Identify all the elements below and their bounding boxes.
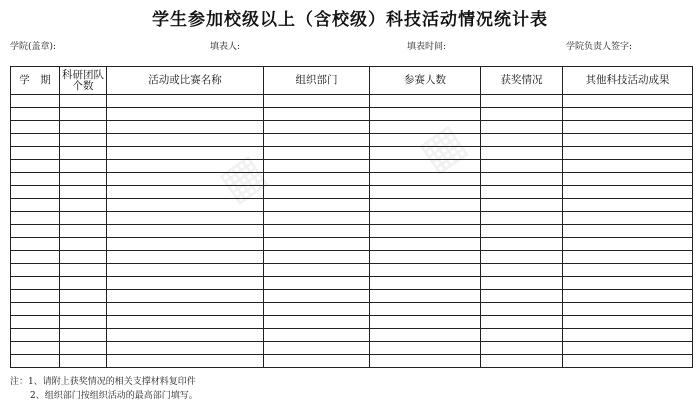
header-other-results: 其他科技活动成果	[563, 67, 693, 95]
table-cell[interactable]	[481, 342, 563, 355]
table-cell[interactable]	[264, 108, 370, 121]
table-cell[interactable]	[481, 251, 563, 264]
table-cell[interactable]	[107, 134, 264, 147]
table-row	[11, 290, 693, 303]
table-cell[interactable]	[481, 134, 563, 147]
table-cell[interactable]	[481, 199, 563, 212]
college-seal-label: 学院(盖章):	[10, 42, 57, 52]
table-cell[interactable]	[264, 199, 370, 212]
table-cell[interactable]	[264, 95, 370, 108]
table-cell[interactable]	[481, 186, 563, 199]
table-cell[interactable]	[107, 277, 264, 290]
table-cell[interactable]	[107, 290, 264, 303]
table-header-row	[11, 67, 693, 95]
table-cell[interactable]	[563, 264, 693, 277]
header-semester: 学 期	[11, 67, 60, 95]
table-row	[11, 329, 693, 342]
table-cell[interactable]	[481, 160, 563, 173]
table-cell[interactable]	[264, 121, 370, 134]
table-cell[interactable]	[370, 108, 481, 121]
table-cell[interactable]	[107, 264, 264, 277]
table-row	[11, 134, 693, 147]
table-cell[interactable]	[11, 160, 60, 173]
table-cell[interactable]	[481, 212, 563, 225]
table-row	[11, 264, 693, 277]
table-cell[interactable]	[563, 303, 693, 316]
table-cell[interactable]	[370, 342, 481, 355]
table-cell[interactable]	[370, 212, 481, 225]
table-cell[interactable]	[370, 147, 481, 160]
table-cell[interactable]	[264, 251, 370, 264]
table-cell[interactable]	[563, 342, 693, 355]
header-participants: 参赛人数	[370, 67, 481, 95]
table-cell[interactable]	[11, 199, 60, 212]
table-cell[interactable]	[481, 329, 563, 342]
table-cell[interactable]	[370, 355, 481, 368]
table-cell[interactable]	[107, 121, 264, 134]
table-cell[interactable]	[107, 329, 264, 342]
table-cell[interactable]	[60, 134, 107, 147]
table-cell[interactable]	[264, 277, 370, 290]
table-row	[11, 251, 693, 264]
table-body	[11, 95, 693, 368]
table-cell[interactable]	[107, 316, 264, 329]
table-cell[interactable]	[60, 212, 107, 225]
table-cell[interactable]	[481, 121, 563, 134]
table-cell[interactable]	[107, 355, 264, 368]
table-cell[interactable]	[107, 238, 264, 251]
table-row	[11, 212, 693, 225]
table-cell[interactable]	[563, 121, 693, 134]
table-cell[interactable]	[11, 251, 60, 264]
watermark-graphic: ▦	[208, 142, 276, 212]
table-cell[interactable]	[370, 316, 481, 329]
table-cell[interactable]	[107, 212, 264, 225]
header-activity-name: 活动或比赛名称	[107, 67, 264, 95]
table-cell[interactable]	[11, 316, 60, 329]
table-cell[interactable]	[481, 290, 563, 303]
table-cell[interactable]	[264, 160, 370, 173]
table-cell[interactable]	[60, 251, 107, 264]
table-cell[interactable]	[481, 316, 563, 329]
table-cell[interactable]	[481, 238, 563, 251]
table-cell[interactable]	[563, 329, 693, 342]
table-cell[interactable]	[370, 199, 481, 212]
table-cell[interactable]	[370, 329, 481, 342]
table-cell[interactable]	[11, 277, 60, 290]
table-cell[interactable]	[264, 329, 370, 342]
table-cell[interactable]	[370, 160, 481, 173]
table-cell[interactable]	[563, 225, 693, 238]
table-cell[interactable]	[563, 95, 693, 108]
table-cell[interactable]	[481, 147, 563, 160]
table-cell[interactable]	[563, 277, 693, 290]
table-cell[interactable]	[60, 173, 107, 186]
table-cell[interactable]	[11, 173, 60, 186]
table-cell[interactable]	[107, 342, 264, 355]
table-cell[interactable]	[563, 108, 693, 121]
page-title: 学生参加校级以上（含校级）科技活动情况统计表	[152, 10, 548, 30]
table-cell[interactable]	[107, 251, 264, 264]
table-cell[interactable]	[11, 225, 60, 238]
table-cell[interactable]	[11, 290, 60, 303]
table-cell[interactable]	[563, 238, 693, 251]
table-cell[interactable]	[481, 264, 563, 277]
table-cell[interactable]	[563, 290, 693, 303]
table-cell[interactable]	[60, 316, 107, 329]
table-cell[interactable]	[264, 290, 370, 303]
table-cell[interactable]	[11, 264, 60, 277]
table-cell[interactable]	[264, 225, 370, 238]
table-cell[interactable]	[563, 251, 693, 264]
table-cell[interactable]	[11, 212, 60, 225]
table-cell[interactable]	[60, 225, 107, 238]
table-cell[interactable]	[264, 238, 370, 251]
table-row	[11, 355, 693, 368]
header-organizer: 组织部门	[264, 67, 370, 95]
table-cell[interactable]	[370, 303, 481, 316]
table-cell[interactable]	[481, 173, 563, 186]
table-cell[interactable]	[60, 238, 107, 251]
table-cell[interactable]	[60, 147, 107, 160]
table-row	[11, 277, 693, 290]
table-cell[interactable]	[370, 238, 481, 251]
table-cell[interactable]	[11, 238, 60, 251]
table-row	[11, 160, 693, 173]
table-cell[interactable]	[107, 147, 264, 160]
table-cell[interactable]	[107, 225, 264, 238]
table-row	[11, 108, 693, 121]
statistics-table	[10, 66, 693, 368]
table-cell[interactable]	[481, 277, 563, 290]
table-cell[interactable]	[264, 342, 370, 355]
table-cell[interactable]	[264, 212, 370, 225]
table-cell[interactable]	[60, 160, 107, 173]
table-cell[interactable]	[563, 355, 693, 368]
note-1: 注：1、请附上获奖情况的相关支撑材料复印件	[10, 377, 196, 387]
table-cell[interactable]	[370, 173, 481, 186]
table-cell[interactable]	[11, 355, 60, 368]
table-cell[interactable]	[264, 134, 370, 147]
table-cell[interactable]	[107, 199, 264, 212]
table-row	[11, 147, 693, 160]
table-row	[11, 225, 693, 238]
table-cell[interactable]	[563, 147, 693, 160]
table-cell[interactable]	[264, 303, 370, 316]
table-cell[interactable]	[264, 316, 370, 329]
table-cell[interactable]	[11, 186, 60, 199]
table-cell[interactable]	[107, 173, 264, 186]
table-cell[interactable]	[563, 316, 693, 329]
table-cell[interactable]	[11, 303, 60, 316]
table-cell[interactable]	[60, 121, 107, 134]
table-cell[interactable]	[60, 290, 107, 303]
table-cell[interactable]	[60, 277, 107, 290]
table-cell[interactable]	[60, 95, 107, 108]
table-cell[interactable]	[481, 95, 563, 108]
table-cell[interactable]	[264, 264, 370, 277]
filler-label: 填表人:	[210, 42, 241, 52]
table-cell[interactable]	[11, 134, 60, 147]
table-cell[interactable]	[563, 212, 693, 225]
table-cell[interactable]	[563, 186, 693, 199]
table-cell[interactable]	[11, 95, 60, 108]
table-cell[interactable]	[60, 186, 107, 199]
table-cell[interactable]	[11, 147, 60, 160]
table-cell[interactable]	[370, 251, 481, 264]
table-cell[interactable]	[370, 121, 481, 134]
table-cell[interactable]	[370, 290, 481, 303]
table-cell[interactable]	[107, 95, 264, 108]
note-2: 2、组织部门按组织活动的最高部门填写。	[30, 391, 198, 401]
table-cell[interactable]	[563, 199, 693, 212]
table-cell[interactable]	[60, 199, 107, 212]
table-row	[11, 199, 693, 212]
table-cell[interactable]	[107, 160, 264, 173]
table-cell[interactable]	[264, 173, 370, 186]
table-row	[11, 95, 693, 108]
table-row	[11, 121, 693, 134]
table-cell[interactable]	[107, 186, 264, 199]
table-cell[interactable]	[11, 108, 60, 121]
table-cell[interactable]	[481, 108, 563, 121]
table-row	[11, 173, 693, 186]
header-award: 获奖情况	[481, 67, 563, 95]
table-cell[interactable]	[481, 303, 563, 316]
table-cell[interactable]	[264, 147, 370, 160]
table-cell[interactable]	[264, 355, 370, 368]
fill-time-label: 填表时间:	[407, 42, 447, 52]
table-cell[interactable]	[481, 225, 563, 238]
table-cell[interactable]	[370, 225, 481, 238]
table-row	[11, 186, 693, 199]
table-cell[interactable]	[563, 160, 693, 173]
table-cell[interactable]	[370, 277, 481, 290]
table-cell[interactable]	[370, 186, 481, 199]
table-cell[interactable]	[264, 186, 370, 199]
table-cell[interactable]	[11, 121, 60, 134]
table-cell[interactable]	[60, 303, 107, 316]
table-cell[interactable]	[563, 173, 693, 186]
table-cell[interactable]	[60, 264, 107, 277]
table-row	[11, 303, 693, 316]
header-team-count: 科研团队个数	[60, 67, 107, 95]
table-cell[interactable]	[11, 342, 60, 355]
table-cell[interactable]	[370, 264, 481, 277]
table-row	[11, 238, 693, 251]
table-cell[interactable]	[60, 355, 107, 368]
table-cell[interactable]	[107, 108, 264, 121]
table-cell[interactable]	[107, 303, 264, 316]
leader-signature-label: 学院负责人签字:	[566, 42, 633, 52]
table-cell[interactable]	[60, 342, 107, 355]
table-cell[interactable]	[370, 95, 481, 108]
table-cell[interactable]	[11, 329, 60, 342]
watermark-graphic-2: ▦	[408, 112, 476, 182]
table-cell[interactable]	[60, 108, 107, 121]
table-cell[interactable]	[370, 134, 481, 147]
table-row	[11, 342, 693, 355]
table-row	[11, 316, 693, 329]
table-cell[interactable]	[481, 355, 563, 368]
table-cell[interactable]	[563, 134, 693, 147]
table-cell[interactable]	[60, 329, 107, 342]
